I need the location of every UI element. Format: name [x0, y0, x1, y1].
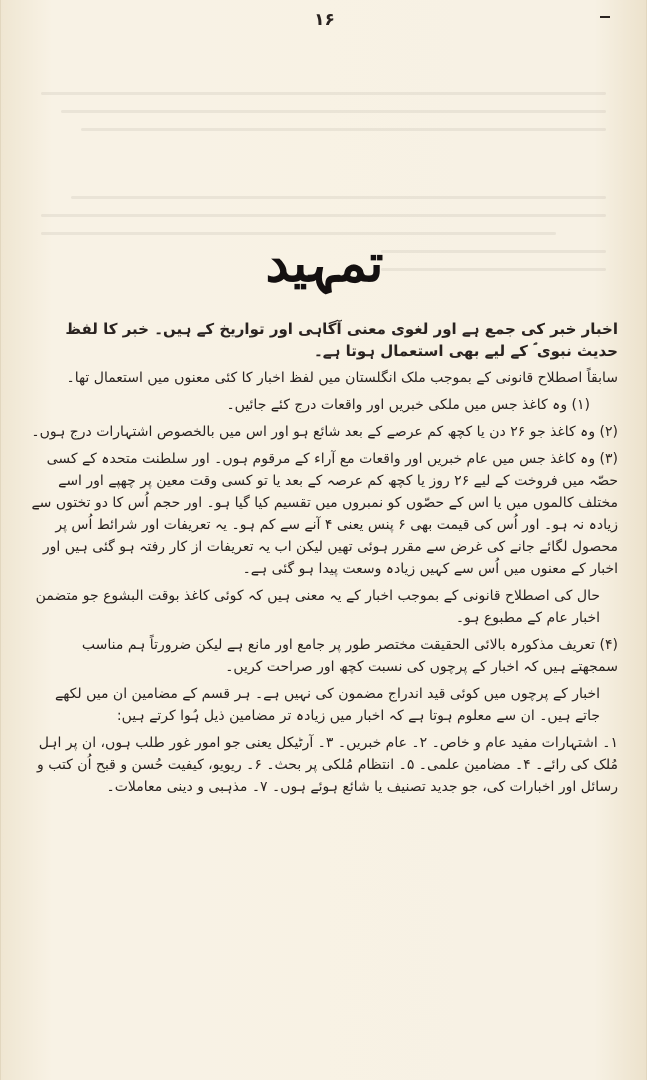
page-body-text [31, 318, 618, 803]
contents-list: ۱۔ اشتہارات مفید عام و خاص۔ ۲۔ عام خبریں۔ ۳۔ آرٹیکل یعنی جو امور غور طلب ہوں، ان پر اہل مُلک کی رائے۔ ۴۔ مضامین علمی۔ ۵۔ انتظام مُلکی پر بحث۔ ۶۔ ریویو، کیفیت حُسن و قبح اُن کتب و رسائل اور اخبارات کی، جو جدید تصنیف یا شائع ہوئے ہوں۔ ۷۔ مذہبی و دینی معاملات۔ [37, 735, 618, 795]
definition-item-4: (۴) تعریف مذکورہ بالائی الحقیقت مختصر طور پر جامع اور مانع ہے لیکن ضرورتاً ہم مناسب سمجھتے ہیں کہ اخبار کے پرچوں کی نسبت کچھ اور صراحت کریں۔ [81, 637, 618, 675]
definition-item-3: (۳) وہ کاغذ جس میں عام خبریں اور واقعات مع آراء کے مرقوم ہوں۔ اور سلطنت متحدہ کے کسی حصّہ میں فروخت کے لیے ۲۶ روز یا کچھ کم عرصہ کے بعد یا تو کسی وقت معین پر چھپے اور اسے مختلف کالموں میں یا اس کے حصّوں کو نمبروں میں تقسیم کیا گیا ہو۔ اور حجم اُس کا دو تختوں سے زیادہ نہ ہو۔ اور اُس کی قیمت بھی ۶ پنس یعنی ۴ آنے سے کم ہو۔ یہ تعریفات اور شرائط اُس پر محصول لگائے جانے کی غرض سے مقرر ہوئی تھیں لیکن اب یہ تعریفات از کار رفتہ ہو گئی ہیں اور اخبار کے معنوں میں اُس سے کہیں زیادہ وسعت پیدا ہو گئی ہے۔ [31, 451, 618, 577]
definition-item-1: (۱) وہ کاغذ جس میں ملکی خبریں اور واقعات درج کئے جائیں۔ [226, 397, 590, 413]
paragraph-current-definition: حال کی اصطلاح قانونی کے بموجب اخبار کے یہ معنی ہیں کہ کوئی کاغذ بوقت البشوع جو متضمن اخبار عام کے مطبوع ہو۔ [35, 588, 600, 626]
paragraph-historical-usage: سابقاً اصطلاح قانونی کے بموجب ملک انگلستان میں لفظ اخبار کا کئی معنوں میں استعمال تھا۔ [66, 370, 618, 386]
bleed-through-line [41, 92, 606, 95]
bleed-through-line [41, 214, 606, 217]
chapter-heading: تمہید [265, 233, 384, 294]
page-number: ۱۶ [314, 10, 335, 30]
paragraph-contents: اخبار کے پرچوں میں کوئی قید اندراج مضمون کی نہیں ہے۔ ہر قسم کے مضامین ان میں لکھے جاتے ہیں۔ ان سے معلوم ہوتا ہے کہ اخبار میں زیادہ تر مضامین ذیل ہُوا کرتے ہیں: [55, 686, 600, 724]
paragraph-intro: اخبار خبر کی جمع ہے اور لغوی معنی آگاہی اور تواریخ کے ہیں۔ خبر کا لفظ حدیث نبوی ؐ کے لیے بھی استعمال ہوتا ہے۔ [65, 320, 618, 360]
page-corner-mark [600, 16, 610, 18]
bleed-through-line [71, 196, 606, 199]
bleed-through-line [81, 128, 606, 131]
bleed-through-line [61, 110, 606, 113]
definition-item-2: (۲) وہ کاغذ جو ۲۶ دن یا کچھ کم عرصے کے بعد شائع ہو اور اس میں بالخصوص اشتہارات درج ہوں۔ [31, 424, 618, 440]
